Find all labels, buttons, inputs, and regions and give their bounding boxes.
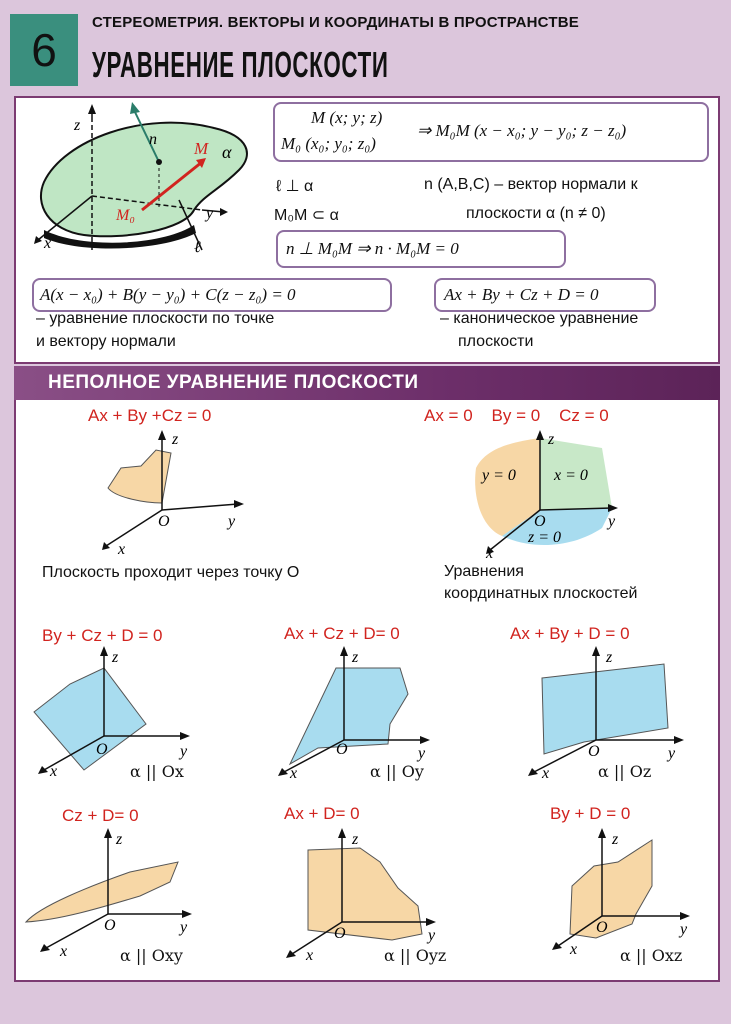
svg-text:O: O — [334, 925, 346, 942]
case-coord-caption-2: координатных плоскостей — [444, 585, 638, 602]
case-oxz-equation: By + D = 0 — [550, 804, 631, 823]
canonical-desc-2: плоскости — [458, 333, 534, 350]
label-y: y — [206, 205, 214, 222]
case-coord-figure — [462, 428, 632, 564]
svg-text:x: x — [50, 763, 58, 780]
case-oy-figure — [270, 644, 440, 780]
case-coord-equations: Ax = 0 By = 0 Cz = 0 — [424, 406, 609, 425]
svg-text:y: y — [180, 919, 188, 936]
svg-text:x: x — [290, 765, 298, 780]
point-M: M (x; y; z) — [311, 108, 383, 127]
svg-text:y: y — [180, 743, 188, 760]
case-oxz-caption: α || Oxz — [620, 946, 683, 965]
axis-y-label: y — [228, 513, 236, 530]
case-ox-figure — [30, 644, 200, 780]
svg-text:x: x — [570, 941, 578, 958]
vector-formula-box — [273, 102, 709, 162]
label-l: ℓ — [194, 239, 201, 256]
axis-z-label: z — [172, 431, 179, 448]
label-x: x — [44, 235, 52, 252]
case-oz-caption: α || Oz — [598, 762, 652, 781]
svg-text:O: O — [596, 919, 608, 936]
svg-text:x: x — [486, 545, 494, 562]
case-oyz-equation: Ax + D= 0 — [284, 804, 360, 823]
origin-label: O — [158, 513, 170, 530]
svg-text:y: y — [418, 745, 426, 762]
svg-text:z: z — [112, 649, 119, 666]
svg-text:z: z — [606, 649, 613, 666]
axis-x-label: x — [118, 541, 126, 558]
label-z: z — [74, 117, 81, 134]
case-oyz-caption: α || Oyz — [384, 946, 447, 965]
svg-text:z: z — [352, 649, 359, 666]
case-oz-figure — [514, 644, 694, 780]
case-general-caption: Плоскость проходит через точку O — [42, 564, 300, 581]
case-oxy-equation: Cz + D= 0 — [62, 806, 139, 825]
svg-text:O: O — [588, 743, 600, 760]
svg-text:y: y — [668, 745, 676, 762]
canonical-desc-1: – каноническое уравнение — [440, 310, 639, 327]
point-normal-desc-2: и вектору нормали — [36, 333, 176, 350]
page-title: УРАВНЕНИЕ ПЛОСКОСТИ — [92, 44, 389, 85]
vector-M0M-coords: ⇒ M₀M (x − x₀; y − y₀; z − z₀) — [417, 121, 627, 140]
point-normal-desc-1: – уравнение плоскости по точке — [36, 310, 275, 327]
svg-text:y: y — [680, 921, 688, 938]
label-n: n — [149, 131, 157, 148]
section-title: НЕПОЛНОЕ УРАВНЕНИЕ ПЛОСКОСТИ — [48, 372, 419, 393]
case-ox-equation: By + Cz + D = 0 — [42, 626, 163, 645]
case-oyz-figure — [280, 826, 450, 962]
normal-definition: n (A,B,C) – вектор нормали к — [424, 176, 638, 193]
case-general-figure — [96, 428, 256, 558]
svg-text:y: y — [608, 513, 616, 530]
label-y0: y = 0 — [482, 467, 516, 484]
case-oy-caption: α || Oy — [370, 762, 424, 781]
dot-product-box: n ⊥ M₀M ⇒ n · M₀M = 0 — [276, 230, 566, 268]
label-M0: M₀ — [116, 207, 135, 224]
vector-in-plane: M₀M ⊂ α — [274, 207, 339, 224]
svg-text:z: z — [116, 831, 123, 848]
section-number: 6 — [10, 14, 78, 86]
point-normal-equation-box: A(x − x₀) + B(y − y₀) + C(z − z₀) = 0 — [32, 278, 392, 312]
case-oz-equation: Ax + By + D = 0 — [510, 624, 630, 643]
svg-text:z: z — [352, 831, 359, 848]
svg-text:z: z — [548, 431, 555, 448]
normal-definition-2: плоскости α (n ≠ 0) — [466, 205, 606, 222]
case-oxy-caption: α || Oxy — [120, 946, 183, 965]
case-oy-equation: Ax + Cz + D= 0 — [284, 624, 400, 643]
line-perp-plane: ℓ ⊥ α — [276, 178, 314, 195]
svg-text:x: x — [60, 943, 68, 960]
svg-text:x: x — [542, 765, 550, 780]
chapter-subtitle: СТЕРЕОМЕТРИЯ. ВЕКТОРЫ И КООРДИНАТЫ В ПРОСТРАНСТВЕ — [92, 14, 579, 31]
label-x0: x = 0 — [554, 467, 588, 484]
case-general-equation: Ax + By +Cz = 0 — [88, 406, 212, 425]
label-M: M — [194, 139, 209, 158]
plane-alpha-shape — [41, 123, 247, 237]
plane-normal-figure — [24, 100, 264, 260]
canonical-equation-box: Ax + By + Cz + D = 0 — [434, 278, 656, 312]
svg-text:z: z — [612, 831, 619, 848]
label-z0: z = 0 — [528, 529, 562, 546]
case-ox-caption: α || Ox — [130, 762, 184, 781]
svg-text:O: O — [96, 741, 108, 758]
svg-text:y: y — [428, 927, 436, 944]
case-coord-caption-1: Уравнения — [444, 563, 524, 580]
svg-text:O: O — [336, 741, 348, 758]
case-oxz-figure — [548, 826, 718, 962]
point-M0: M₀ (x₀; y₀; z₀) — [281, 134, 376, 153]
label-alpha: α — [222, 142, 232, 162]
svg-text:x: x — [306, 947, 314, 962]
svg-text:O: O — [534, 513, 546, 530]
case-oxy-figure — [20, 826, 200, 962]
svg-text:O: O — [104, 917, 116, 934]
